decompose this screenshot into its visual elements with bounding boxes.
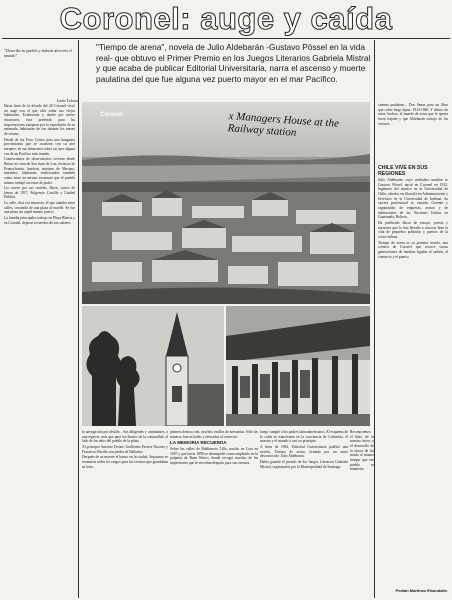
body-column-1 [4,104,75,594]
paragraph: Reconocemos el libro de la nuestra tierra; y el desarrollo de la época de las minas al mismo tiempo que ese pueblo se mantiene. [350,430,374,472]
handwritten-note: x Managers House at the Railway station [227,110,340,139]
paragraph: Tiempo de arena es su primera novela, una crónica de Coronel que recorre varias generaciones de familias ligadas al carbón, el comercio y el puerto. [378,240,448,259]
paragraph: Julio Aldebarán, cuyo verdadero nombre es Gustavo Pössel, nació en Coronel en 1932. Ingeniero del músico en la Universidad de Chile, cátedra, en filosofía en Administración y Servicios en la Universidad de Indiana. Su carrera profesional es variada: Gerente y organizador de empresas, asesor y de habitaciones de las Naciones Unidas en Guatemala, Bolivia. [378,178,448,220]
body-column-2 [82,430,168,598]
body-column-3 [170,430,258,598]
paragraph: Sobre las calles de Baldomero Lillo, nacido en Lota en 1867 y que hacia 1890 se desempeñó como empleado en la pulpería de Buen Retiro, donde recogió muchas de las impresiones que le servirían después para sus cuentos. [170,446,258,465]
paragraph: Después de su muerte el banco en la ciudad. Seguimos se reunieron todos los rasgos para los vecinos que guardaban su letra. [82,455,168,469]
paragraph: Los nueve por sus carteles, libros, carros de hierro de 1917, Fulgencio Castillo y Unidad Pública. [4,186,75,200]
paragraph: Comerciantes de observatorios cerveza desde Beirut no eran de San Juan de Luz, técnicos de Pennsylvania, lunchon, marinos de Mecano, marinero; habitantes tradicionales también como entre un mismo escenario que el pueblo mismo trabajó sin estar de poder. [4,157,75,185]
photo-credit: Pedian Martínez Elsandalle. [395,588,448,593]
church-photo [82,306,224,426]
body-column-4 [260,430,348,598]
building-photo [226,306,370,426]
section-subhead: LA MEMORIA RECUERDA [170,440,227,446]
paragraph: Había ganado el premio de los Juegos Literarios Gabriela Mistral, organizados por la Municipalidad de Santiago. [260,459,348,469]
paragraph: luego cumple a los padres latinoamericanos. El esquema de la caída se transforma en la conciencia de Colombia, el nuestro y el mundo a casi su principio. [260,430,348,444]
body-column-5 [350,430,374,598]
headline: Coronel: auge y caída [59,1,393,36]
paragraph: La familia principales trabajo en Playa Blanca y en Coronel, dejaron recuerdos de sus salones. [4,216,75,225]
epigraph-author: León Tolstoi [56,98,78,103]
paragraph: Al principio Antonio Tesiste, Guillermo Pereira Navarro y Francisco Basilio son piedra de Balloney. [82,444,168,454]
paragraph: La calle, dios era entonces, él que andaba entre calles, cruzando de una plaza al muelle. Se fue una plaza sin aquel mismo puerto. [4,201,75,215]
right-column-top [378,103,448,145]
top-rule [2,38,450,39]
paragraph: Hasta fines de la década del 20 Coronel vivió un auge con el que sólo soñar sus viejos habitantes. Exuberante y dueño por nueve estaciones, fuse preferido para las importaciones europeas por la expedición de su ensenada, habitantes de fue durante los meses de verano. [4,104,75,136]
paragraph: primera destrucción, muchos visillos de artesanías. Sólo los mineros fueron leales y aferrados al comercio. [170,430,258,439]
paragraph: cinema paulatino... Dos líneas para un libro que cubre largo lapso: 1914-1960. Y dentro de estas, hechos, el mundo de estos que le queria fuera trajado y que Aldebarán extrajo de los vecinos. [378,103,448,126]
paragraph: Ha publicado libros de ensayo, poesía y narrativa que lo han llevado a conocer bien la vida de pequeños poblados y puertos de la costa chilena. [378,220,448,239]
paragraph: la navegación por desfile... Sus diligentes y cambiantes, a una especie, más que para los diarios de la comunidad, al lado de los años del pueblo de la plaza. [82,430,168,444]
photo-caption-label: Coronel [100,112,123,118]
epigraph: "Describe tu pueblo y habrás descrito el mundo". [4,48,72,59]
paragraph: A fines de 1982, Editorial Universitaria publicó una novela, Tiempo de arena, firmada por un autor desconocido: Julio Aldebarán. [260,444,348,459]
paragraph: Desde de los Foco Centro para una hungarita provincianas que se ocasiona con su aire europeo, en sus almacenes sobre un ayer alguna vez de un Pacífico más mundo. [4,137,75,156]
lead-paragraph: "Tiempo de arena", novela de Julio Aldebarán -Gustavo Pössel en la vida real- que obtuvo el Primer Premio en los Juegos Literarios Gabriela Mistral y que acaba de publicar Editorial Universitaria, narra el ascenso y muerte paulatina del que fue alguna vez puerto mayor en el mar Pacífico. [96,42,371,84]
right-column-rule [374,40,375,598]
right-column-bottom [378,178,448,598]
left-column-rule [78,40,79,598]
section-subhead: CHILE VIVE EN SUS REGIONES [378,165,428,177]
